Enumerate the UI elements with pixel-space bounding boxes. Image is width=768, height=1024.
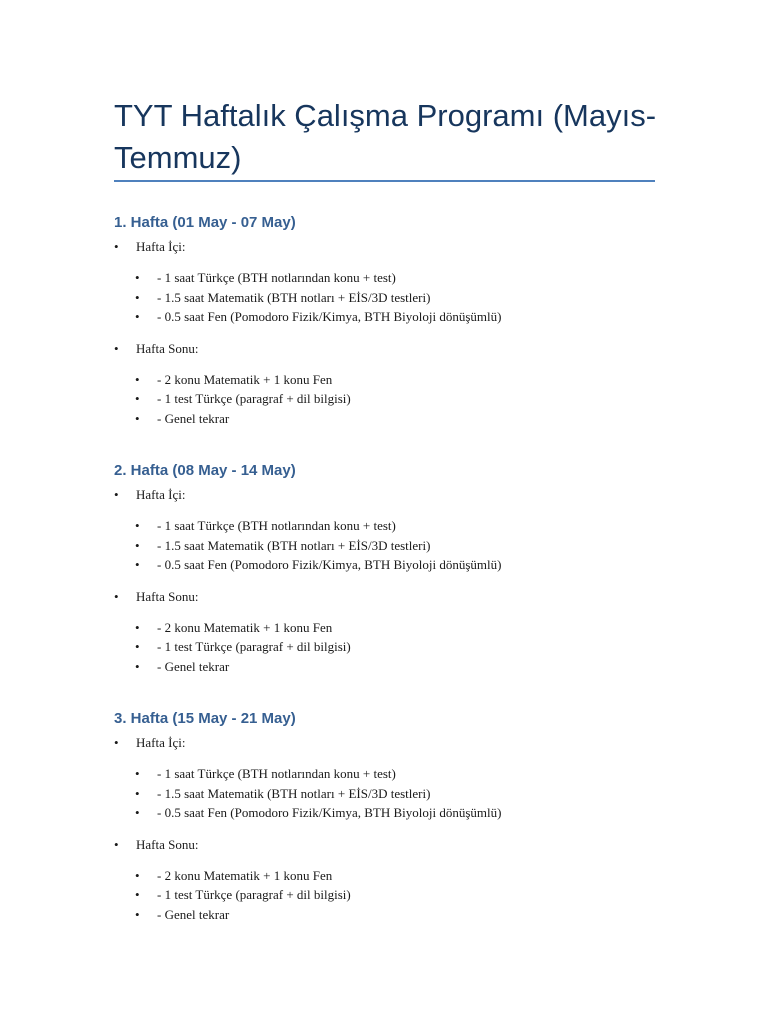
weekday-section xyxy=(114,485,674,575)
weekend-list xyxy=(114,866,674,925)
bullet-icon: • xyxy=(114,239,119,254)
bullet-icon: • xyxy=(135,391,140,406)
list-item: • - 1 saat Türkçe (BTH notlarından konu + test) xyxy=(135,766,396,781)
bullet-icon: • xyxy=(135,557,140,572)
weekday-label: Hafta İçi: xyxy=(136,487,186,502)
weekend-section xyxy=(114,835,674,925)
bullet-icon: • xyxy=(135,639,140,654)
weekday-section xyxy=(114,733,674,823)
list-item: • - 1 test Türkçe (paragraf + dil bilgisi) xyxy=(135,391,351,406)
bullet-icon: • xyxy=(114,735,119,750)
list-item: • - 2 konu Matematik + 1 konu Fen xyxy=(135,371,333,387)
bullet-icon: • xyxy=(114,588,119,604)
bullet-icon: • xyxy=(114,836,119,852)
list-item: • - Genel tekrar xyxy=(135,410,230,426)
list-item: • - 1 test Türkçe (paragraf + dil bilgisi) xyxy=(135,639,351,654)
list-item: • - 1.5 saat Matematik (BTH notları + EİS/3D testleri) xyxy=(135,289,431,305)
title-underline xyxy=(114,180,655,182)
bullet-icon: • xyxy=(135,619,140,635)
week-heading: 3. Hafta (15 May - 21 May) xyxy=(114,710,296,727)
weekend-section xyxy=(114,339,674,429)
list-item: • - 1.5 saat Matematik (BTH notları + EİS/3D testleri) xyxy=(135,785,431,801)
list-item: • - 1 saat Türkçe (BTH notlarından konu + test) xyxy=(135,518,396,533)
bullet-icon: • xyxy=(135,270,140,285)
list-item: • - 1 test Türkçe (paragraf + dil bilgisi) xyxy=(135,887,351,902)
list-item: • - Genel tekrar xyxy=(135,906,230,922)
weekday-list xyxy=(114,516,674,575)
weekend-section xyxy=(114,587,674,677)
bullet-icon: • xyxy=(135,785,140,801)
list-item: • - Genel tekrar xyxy=(135,658,230,674)
weekday-list xyxy=(114,764,674,823)
bullet-icon: • xyxy=(135,867,140,883)
weekday-label: Hafta İçi: xyxy=(136,735,186,750)
bullet-icon: • xyxy=(135,658,140,674)
bullet-icon: • xyxy=(135,410,140,426)
weekday-list xyxy=(114,268,674,327)
list-item: • - 0.5 saat Fen (Pomodoro Fizik/Kimya, BTH Biyoloji dönüşümlü) xyxy=(135,557,502,572)
list-item: • - 0.5 saat Fen (Pomodoro Fizik/Kimya, BTH Biyoloji dönüşümlü) xyxy=(135,309,502,324)
bullet-icon: • xyxy=(114,487,119,502)
week-heading: 1. Hafta (01 May - 07 May) xyxy=(114,214,296,231)
list-item: • - 1 saat Türkçe (BTH notlarından konu + test) xyxy=(135,270,396,285)
week-heading: 2. Hafta (08 May - 14 May) xyxy=(114,462,296,479)
week-1 xyxy=(114,213,674,428)
weekend-list xyxy=(114,618,674,677)
bullet-icon: • xyxy=(135,805,140,820)
bullet-icon: • xyxy=(135,289,140,305)
week-2 xyxy=(114,461,674,676)
bullet-icon: • xyxy=(135,906,140,922)
weekday-label: Hafta İçi: xyxy=(136,239,186,254)
list-item: • - 1.5 saat Matematik (BTH notları + EİS/3D testleri) xyxy=(135,537,431,553)
list-item: • - 0.5 saat Fen (Pomodoro Fizik/Kimya, BTH Biyoloji dönüşümlü) xyxy=(135,805,502,820)
bullet-icon: • xyxy=(114,340,119,356)
document-title: TYT Haftalık Çalışma Programı (Mayıs-Temmuz) xyxy=(114,98,657,175)
list-item: • - 2 konu Matematik + 1 konu Fen xyxy=(135,619,333,635)
list-item: • - 2 konu Matematik + 1 konu Fen xyxy=(135,867,333,883)
weekday-section xyxy=(114,237,674,327)
bullet-icon: • xyxy=(135,309,140,324)
bullet-icon: • xyxy=(135,887,140,902)
bullet-icon: • xyxy=(135,518,140,533)
bullet-icon: • xyxy=(135,537,140,553)
weekend-list xyxy=(114,370,674,429)
week-3 xyxy=(114,709,674,924)
weekend-label: Hafta Sonu: xyxy=(136,588,199,604)
bullet-icon: • xyxy=(135,371,140,387)
weekend-label: Hafta Sonu: xyxy=(136,836,199,852)
bullet-icon: • xyxy=(135,766,140,781)
weekend-label: Hafta Sonu: xyxy=(136,340,199,356)
